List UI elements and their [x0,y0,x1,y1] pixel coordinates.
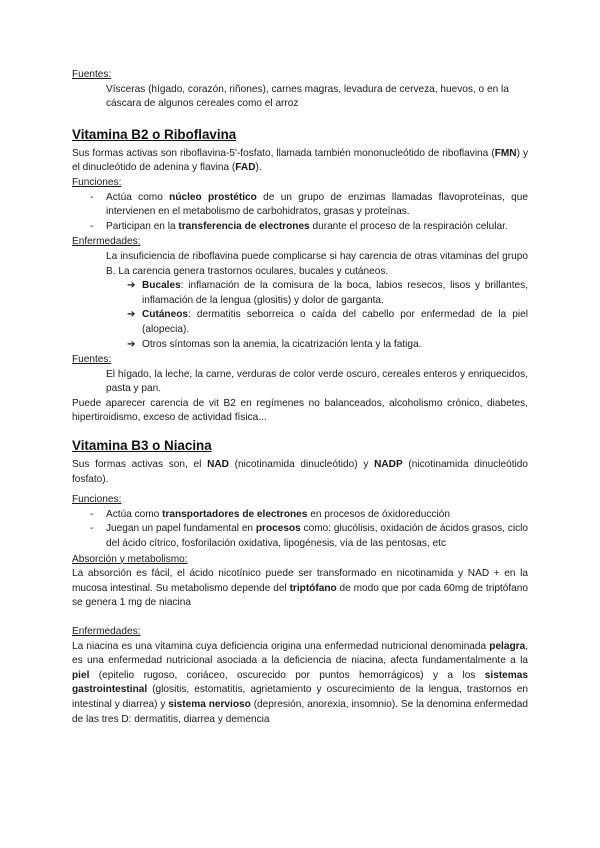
b3-funciones-list [72,508,528,552]
list-item: - Juegan un papel fundamental en procesos como: glucólisis, oxidación de ácidos grasos, ciclo del ácido cítrico, fosforilación oxidativa, lipogénesis, vía de las pentosas, etc [72,522,528,551]
b3-absorcion-text: La absorción es fácil, el ácido nicotínico puede ser transformado en nicotinamida y NAD + en la mucosa intestinal. Su metabolismo depende del triptófano de modo que por cada 60mg de triptófano se genera 1 mg de niacina [72,568,528,609]
list-item: ➔ Cutáneos: dermatitis seborreica o caída del cabello por enfermedad de la piel (alopecia). [127,309,528,335]
b2-enfermedades-label: Enfermedades: [72,236,141,248]
b2-intro: Sus formas activas son riboflavina-5'-fosfato, llamada también mononucleótido de riboflavina (FMN) y el dinucleótido de adenina y flavina (FAD). [72,147,528,174]
list-item: - Actúa como transportadores de electrones en procesos de óxidoreducción [72,508,528,523]
arrow-icon: ➔ [127,309,136,321]
b3-enfermedades-label: Enfermedades: [72,626,141,637]
fuentes-b1-label: Fuentes: [72,69,112,80]
b2-funciones-list [72,191,528,235]
b2-carencia-text: Puede aparecer carencia de vit B2 en regímenes no balanceados, alcoholismo crónico, diabetes, hipertiroidismo, exceso de actividad física... [72,397,528,424]
list-item: - Actúa como núcleo prostético de un grupo de enzimas llamadas flavoproteínas, que intervienen en el metabolismo de carbohidratos, grasas y proteínas. [72,191,528,220]
b2-enfermedades-text: La insuficiencia de riboflavina puede complicarse si hay carencia de otras vitaminas del grupo B. La carencia genera trastornos oculares, bucales y cutáneos. [106,250,528,277]
arrow-icon: ➔ [127,338,136,350]
b3-heading: Vitamina B3 o Niacina [72,438,212,454]
b3-intro: Sus formas activas son, el NAD (nicotinamida dinucleótido) y NADP (nicotinamida dinucleótido fosfato). [72,459,529,485]
list-item: ➔ Otros síntomas son la anemia, la cicatrización lenta y la fatiga. [72,338,528,353]
b2-heading: Vitamina B2 o Riboflavina [72,126,237,142]
list-item: - Participan en la transferencia de electrones durante el proceso de la respiración celular. [72,220,528,235]
fuentes-b1-text: Vísceras (hígado, corazón, riñones), carnes magras, levadura de cerveza, huevos, o en la cáscara de algunos cereales como el arroz [106,83,509,110]
b2-sintomas-list [72,279,528,352]
b3-enfermedades-text: La niacina es una vitamina cuya deficiencia origina una enfermedad nutricional denominada pelagra, es una enfermedad nutricional asociada a la deficiencia de niacina, afecta fundamentalmente a la piel (epitelio rugoso, coriáceo, oscurecido por puntos hemorrágicos) y a los sistemas gastrointestinal (glositis, estomatitis, agrietamiento y oscurecimiento de la lengua, trastornos en intestinal y diarrea) y sistema nervioso (depresión, anorexia, insomnio). Se la denomina enfermedad de las tres D: dermatitis, diarrea y demencia [72,640,528,725]
document-page [72,68,528,727]
b3-absorcion-label: Absorción y metabolismo: [72,553,188,565]
b2-fuentes-text: El hígado, la leche, la carne, verduras de color verde oscuro, cereales enteros y enriquecidos, pasta y pan. [106,368,528,395]
b2-fuentes-label: Fuentes: [72,354,112,366]
b3-funciones-label: Funciones: [72,494,122,506]
list-item: ➔ Bucales: inflamación de la comisura de la boca, labios resecos, lisos y brillantes, inflamación de la lengua (glositis) y dolor de garganta. [127,280,528,306]
arrow-icon: ➔ [127,280,136,292]
b2-funciones-label: Funciones: [72,176,122,188]
